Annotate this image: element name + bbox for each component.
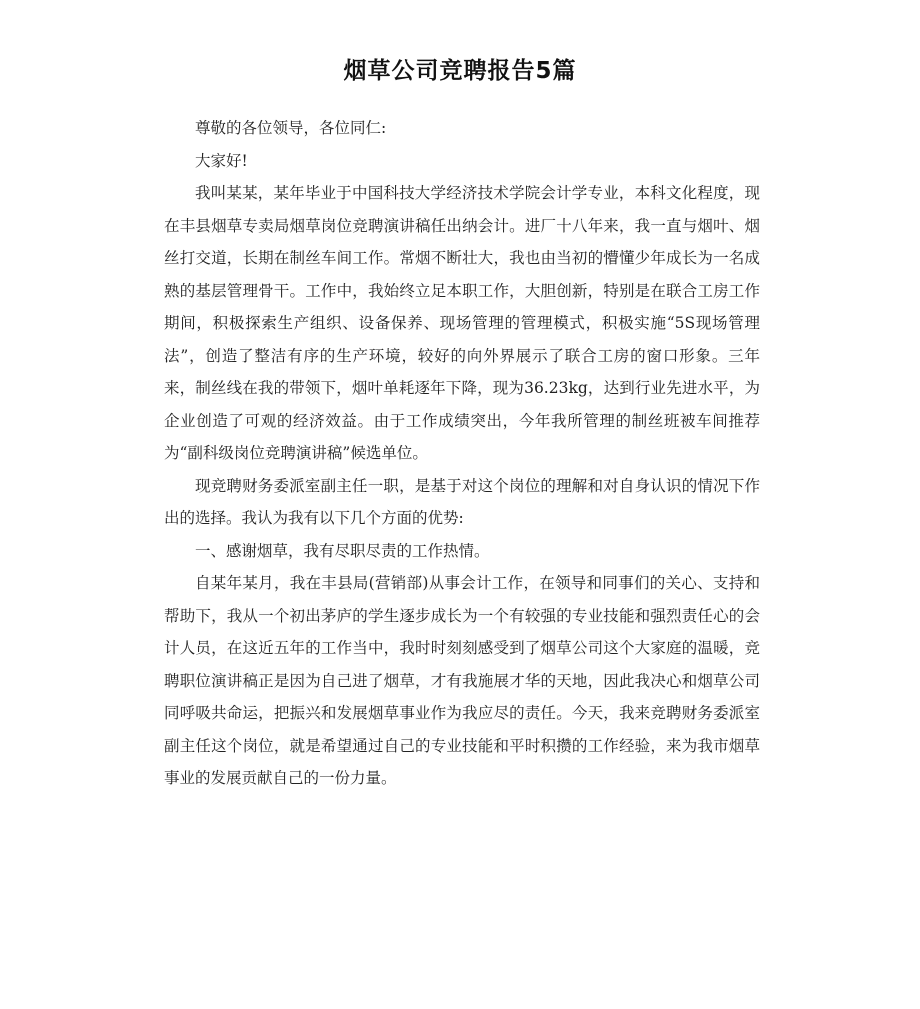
position-paragraph: 现竞聘财务委派室副主任一职，是基于对这个岗位的理解和对自身认识的情况下作出的选择。我认为我有以下几个方面的优势: <box>164 476 760 527</box>
document-title: 烟草公司竞聘报告5篇 <box>343 58 577 84</box>
greeting-paragraph: 大家好! <box>195 151 248 170</box>
intro-paragraph: 我叫某某，某年毕业于中国科技大学经济技术学院会计学专业，本科文化程度，现在丰县烟草专卖局烟草岗位竞聘演讲稿任出纳会计。进厂十八年来，我一直与烟叶、烟丝打交道，长期在制丝车间工作。常烟不断壮大，我也由当初的懵懂少年成长为一名成熟的基层管理骨干。工作中，我始终立足本职工作，大胆创新，特别是在联合工房工作期间，积极探索生产组织、设备保养、现场管理的管理模式，积极实施“5S现场管理法”，创造了整洁有序的生产环境，较好的向外界展示了联合工房的窗口形象。三年来，制丝线在我的带领下，烟叶单耗逐年下降，现为36.23kg，达到行业先进水平，为企业创造了可观的经济效益。由于工作成绩突出，今年我所管理的制丝班被车间推荐为“副科级岗位竞聘演讲稿”候选单位。 <box>164 184 760 462</box>
salutation-paragraph: 尊敬的各位领导，各位同仁: <box>195 119 387 137</box>
document-body <box>164 112 760 795</box>
section-heading-one: 一、感谢烟草，我有尽职尽责的工作热情。 <box>195 541 490 560</box>
experience-paragraph: 自某年某月，我在丰县局(营销部)从事会计工作，在领导和同事们的关心、支持和帮助下，我从一个初出茅庐的学生逐步成长为一个有较强的专业技能和强烈责任心的会计人员，在这近五年的工作当中，我时时刻刻感受到了烟草公司这个大家庭的温暖，竞聘职位演讲稿正是因为自己进了烟草，才有我施展才华的天地，因此我决心和烟草公司同呼吸共命运，把振兴和发展烟草事业作为我应尽的责任。今天，我来竞聘财务委派室副主任这个岗位，就是希望通过自己的专业技能和平时积攒的工作经验，来为我市烟草事业的发展贡献自己的一份力量。 <box>164 574 760 787</box>
